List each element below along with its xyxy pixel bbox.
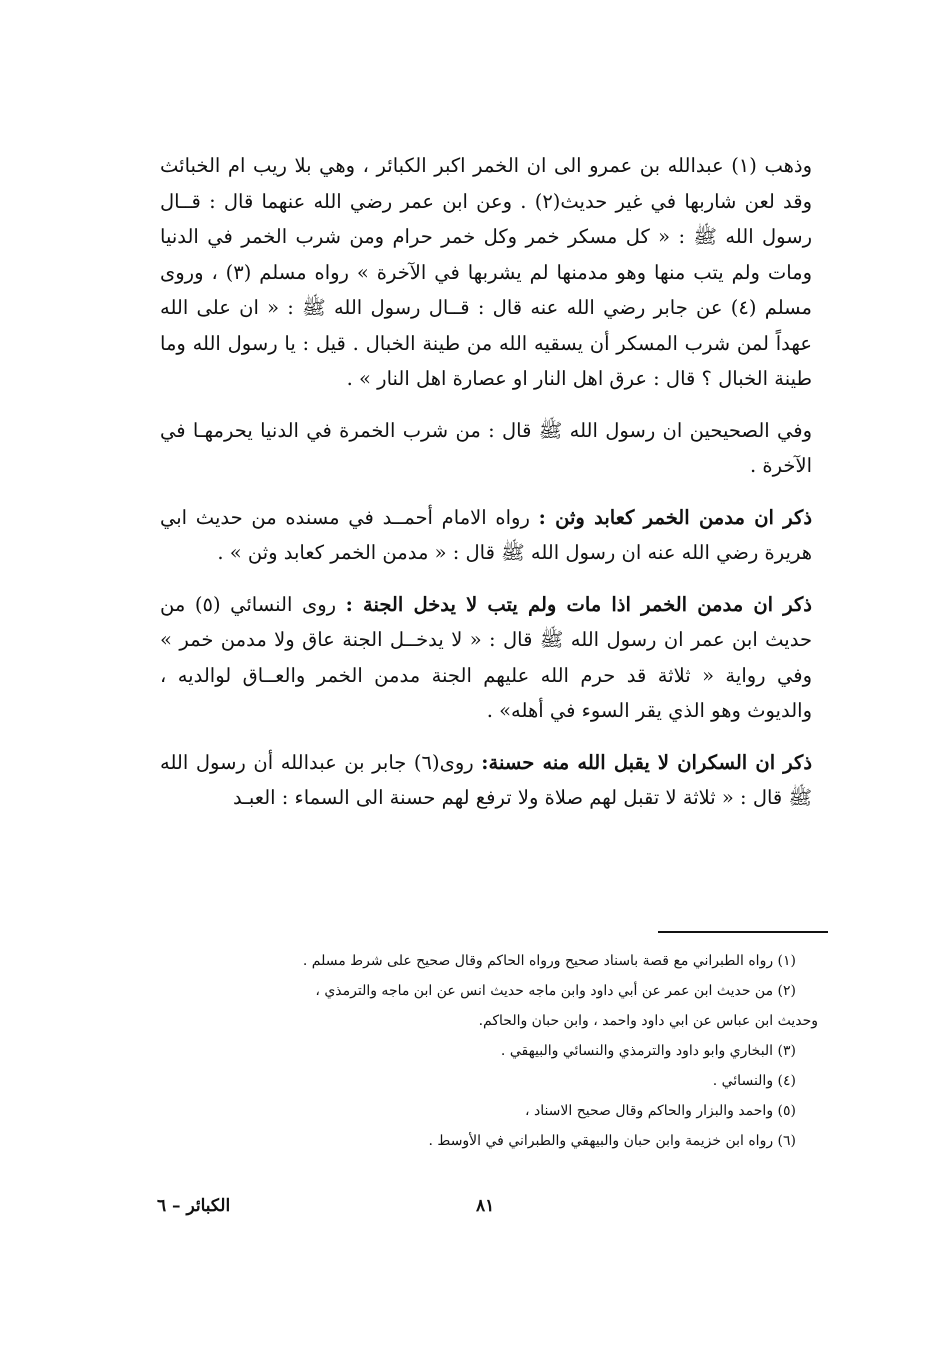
footnote-5: (٥) واحمد والبزار والحاكم وقال صحيح الاسناد ،	[524, 1103, 796, 1119]
footnote-1: (١) رواه الطبراني مع قصة باسناد صحيح ورواه الحاكم وقال صحيح على شرط مسلم .	[302, 953, 796, 969]
section-heading: ذكر ان مدمن الخمر اذا مات ولم يتب لا يدخل الجنة :	[345, 592, 812, 616]
section-text: روى النسائي (٥) من حديث ابن عمر ان رسول الله ﷺ قال : « لا يدخــل الجنة عاق ولا مدمن خمر » وفي رواية « ثلاثة قد حرم الله عليهم الجنة مدمن الخمر والعــاق لوالديه ، والديوث وهو الذي يقر السوء في أهله» .	[160, 592, 812, 722]
footnote-6: (٦) رواه ابن خزيمة وابن حبان والبيهقي والطبراني في الأوسط .	[428, 1133, 796, 1149]
paragraph-intro: وذهب (١) عبدالله بن عمرو الى ان الخمر اكبر الكبائر ، وهي بلا ريب ام الخبائث وقد لعن شاربها في غير حديث(٢) . وعن ابن عمر رضي الله عنهما قال : قــال رسول الله ﷺ : « كل مسكر خمر وكل خمر حرام ومن شرب الخمر في الدنيا ومات ولم يتب منها وهو مدمنها لم يشربها في الآخرة » رواه مسلم (٣) ، وروى مسلم (٤) عن جابر رضي الله عنه قال : قــال رسول الله ﷺ : « ان على الله عهداً لمن شرب المسكر أن يسقيه الله من طينة الخبال . قيل : يا رسول الله وما طينة الخبال ؟ قال : عرق اهل النار او عصارة اهل النار » .	[160, 154, 813, 390]
footnote-2-continued: وحديث ابن عباس عن ابي داود واحمد ، وابن حبان والحاكم.	[478, 1013, 818, 1029]
footnotes	[165, 946, 818, 1156]
section-drunkard	[160, 745, 812, 816]
section-khamr-idol	[160, 500, 812, 571]
footnote-separator	[658, 931, 828, 933]
section-heading: ذكر ان مدمن الخمر كعابد وثن :	[538, 505, 813, 529]
book-signature: الكبائر – ٦	[157, 1196, 231, 1216]
footnote-3: (٣) البخاري وابو داود والترمذي والنسائي والبيهقي .	[500, 1043, 796, 1059]
footnote-2: (٢) من حديث ابن عمر عن أبي داود وابن ماجه حديث انس عن ابن ماجه والترمذي ،	[315, 983, 796, 999]
paragraph-sahihayn: وفي الصحيحين ان رسول الله ﷺ قال : من شرب الخمرة في الدنيا يحرمهـا في الآخرة .	[160, 418, 812, 477]
main-text	[160, 148, 812, 816]
section-text: رواه الامام أحمــد في مسنده من حديث ابي هريرة رضي الله عنه ان رسول الله ﷺ قال : « مدمن الخمر كعابد وثن » .	[160, 505, 812, 564]
page-number: ٨١	[476, 1196, 495, 1216]
section-no-paradise	[160, 587, 812, 729]
section-heading: ذكر ان السكران لا يقبل الله منه حسنة:	[481, 750, 813, 774]
footnote-4: (٤) والنسائي .	[712, 1073, 796, 1089]
section-text: روى(٦) جابر بن عبدالله أن رسول الله ﷺ قال : « ثلاثة لا تقبل لهم صلاة ولا ترفع لهم حسنة الى السماء : العبـد	[160, 750, 812, 809]
